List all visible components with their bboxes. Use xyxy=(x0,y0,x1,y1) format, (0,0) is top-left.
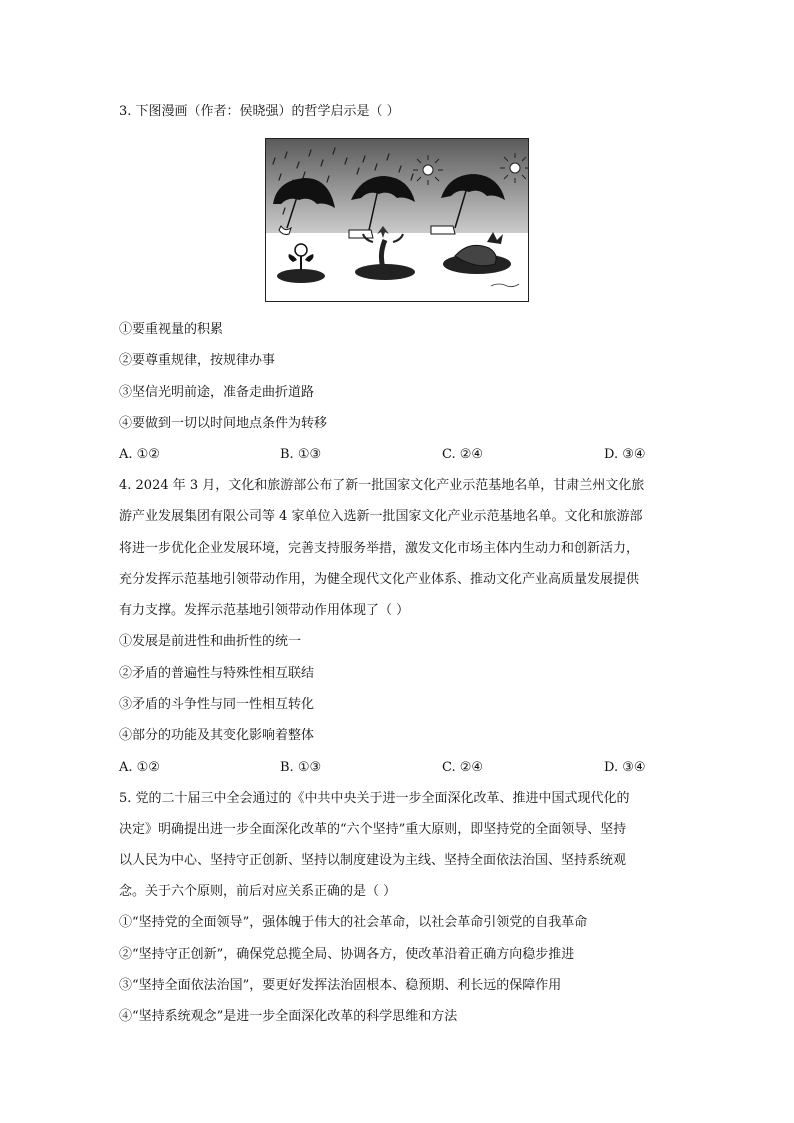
cartoon-image xyxy=(265,138,529,302)
q4-option-b[interactable]: B. ①③ xyxy=(280,760,322,775)
q4-statement-1: ①发展是前进性和曲折性的统一 xyxy=(119,634,302,649)
q4-stem-line-2: 游产业发展集团有限公司等 4 家单位入选新一批国家文化产业示范基地名单。文化和旅游部 xyxy=(119,509,643,524)
q3-options xyxy=(119,446,679,464)
q4-options xyxy=(119,759,679,777)
q4-stem-line-1: 4. 2024 年 3 月，文化和旅游部公布了新一批国家文化产业示范基地名单，甘肃兰州文化旅 xyxy=(119,478,645,493)
q3-option-c[interactable]: C. ②④ xyxy=(442,447,484,462)
q5-statement-4: ④“坚持系统观念”是进一步全面深化改革的科学思维和方法 xyxy=(119,1009,458,1024)
q5-statement-1: ①“坚持党的全面领导”，强体魄于伟大的社会革命，以社会革命引领党的自我革命 xyxy=(119,915,588,930)
q5-statement-2: ②“坚持守正创新”，确保党总揽全局、协调各方，使改革沿着正确方向稳步推进 xyxy=(119,947,575,962)
q4-statement-3: ③矛盾的斗争性与同一性相互转化 xyxy=(119,697,315,712)
q3-option-d[interactable]: D. ③④ xyxy=(604,447,646,462)
q3-statement-1: ①要重视量的积累 xyxy=(119,322,224,337)
q4-stem-line-4: 充分发挥示范基地引领带动作用，为健全现代文化产业体系、推动文化产业高质量发展提供 xyxy=(119,572,640,587)
q5-statement-3: ③“坚持全面依法治国”，要更好发挥法治固根本、稳预期、利长远的保障作用 xyxy=(119,978,562,993)
q4-stem-line-5: 有力支撑。发挥示范基地引领带动作用体现了（ ） xyxy=(119,603,410,618)
q4-stem-line-3: 将进一步优化企业发展环境，完善支持服务举措，激发文化市场主体内生动力和创新活力， xyxy=(119,541,640,556)
q3-statement-4: ④要做到一切以时间地点条件为转移 xyxy=(119,416,328,431)
q4-option-c[interactable]: C. ②④ xyxy=(442,760,484,775)
q3-statement-3: ③坚信光明前途，准备走曲折道路 xyxy=(119,385,315,400)
q3-option-a[interactable]: A. ①② xyxy=(119,447,160,462)
q4-option-a[interactable]: A. ①② xyxy=(119,760,160,775)
q5-stem-line-1: 5. 党的二十届三中全会通过的《中共中央关于进一步全面深化改革、推进中国式现代化的 xyxy=(119,791,630,806)
q3-stem: 3. 下图漫画（作者：侯晓强）的哲学启示是（ ） xyxy=(119,104,400,119)
q3-statement-2: ②要尊重规律，按规律办事 xyxy=(119,353,276,368)
q4-statement-2: ②矛盾的普遍性与特殊性相互联结 xyxy=(119,666,315,681)
q4-option-d[interactable]: D. ③④ xyxy=(604,760,646,775)
q5-stem-line-3: 以人民为中心、坚持守正创新、坚持以制度建设为主线、坚持全面依法治国、坚持系统观 xyxy=(119,853,627,868)
q3-option-b[interactable]: B. ①③ xyxy=(280,447,322,462)
q4-statement-4: ④部分的功能及其变化影响着整体 xyxy=(119,728,315,743)
q5-stem-line-2: 决定》明确提出进一步全面深化改革的“六个坚持”重大原则，即坚持党的全面领导、坚持 xyxy=(119,822,627,837)
q5-stem-line-4: 念。关于六个原则，前后对应关系正确的是（ ） xyxy=(119,884,397,899)
